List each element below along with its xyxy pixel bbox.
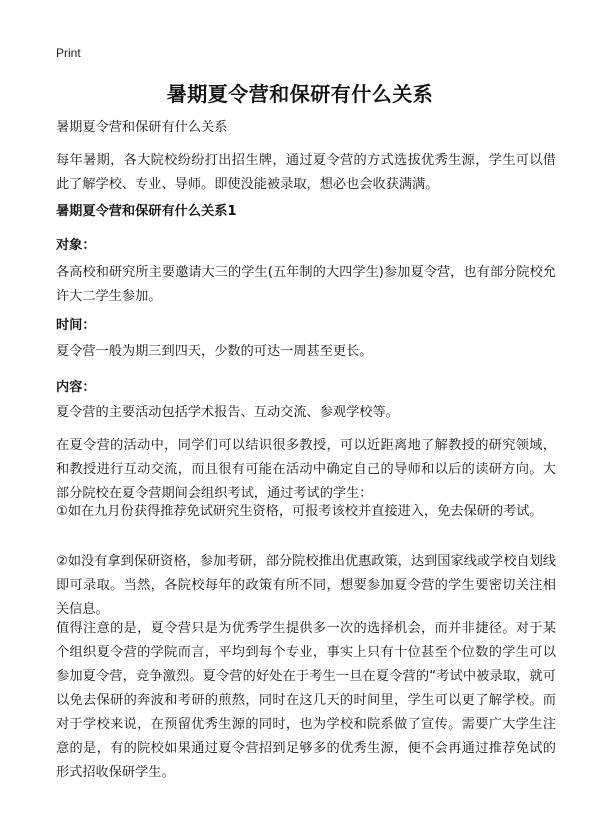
content-heading: 内容：	[56, 380, 96, 395]
time-paragraph: 夏令营一般为期三到四天，少数的可达一周甚至更长。	[56, 344, 373, 359]
intro-paragraph: 每年暑期，各大院校纷纷打出招生牌，通过夏令营的方式选拔优秀生源，学生可以借此了解学校、专业、导师。即使没能被录取，想必也会收获满满。	[56, 153, 556, 192]
print-link[interactable]: Print	[56, 46, 81, 60]
content-paragraph-2: 在夏令营的活动中，同学们可以结识很多教授，可以近距离地了解教授的研究领域，和教授进行互动交流，而且很有可能在活动中确定自己的导师和以后的读研方向。大部分院校在夏令营期间会组织考试，通过考试的学生：	[56, 438, 556, 501]
list-item-2: ②如没有拿到保研资格，参加考研，部分院校推出优惠政策，达到国家线或学校自划线即可录取。当然，各院校每年的政策有所不同，想要参加夏令营的学生要密切关注相关信息。	[56, 554, 556, 617]
object-paragraph: 各高校和研究所主要邀请大三的学生(五年制的大四学生)参加夏令营，也有部分院校允许大二学生参加。	[56, 265, 556, 304]
section-heading: 暑期夏令营和保研有什么关系1	[56, 204, 237, 219]
content-paragraph-1: 夏令营的主要活动包括学术报告、互动交流、参观学校等。	[56, 405, 399, 420]
object-heading: 对象：	[56, 238, 96, 253]
time-heading: 时间：	[56, 318, 96, 333]
list-item-1: ①如在九月份获得推荐免试研究生资格，可报考该校并直接进入，免去保研的考试。	[56, 504, 543, 519]
page-title: 暑期夏令营和保研有什么关系	[166, 82, 434, 106]
subtitle-text: 暑期夏令营和保研有什么关系	[56, 120, 228, 135]
note-paragraph: 值得注意的是，夏令营只是为优秀学生提供多一次的选择机会，而并非捷径。对于某个组织夏令营的学院而言，平均到每个专业，事实上只有十位甚至个位数的学生可以参加夏令营，竞争激烈。夏令营的好处在于考生一旦在夏令营的“考试中被录取，就可以免去保研的奔波和考研的煎熬，同时在这几天的时间里，学生可以更了解学校。而对于学校来说，在预留优秀生源的同时，也为学校和院系做了宣传。需要广大学生注意的是，有的院校如果通过夏令营招到足够多的优秀生源，便不会再通过推荐免试的形式招收保研学生。	[56, 621, 556, 780]
